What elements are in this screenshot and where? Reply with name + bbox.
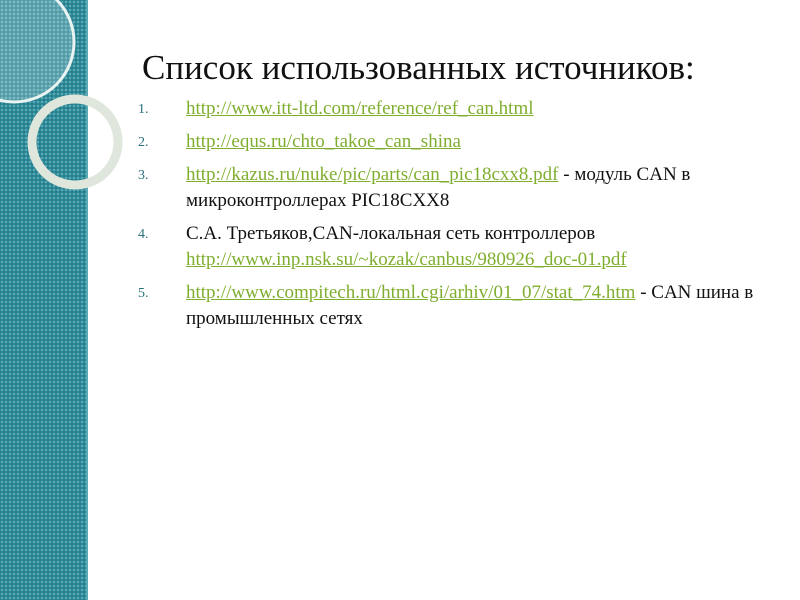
slide-title: Список использованных источников: <box>142 48 695 87</box>
decorative-side-band <box>0 0 88 600</box>
reference-text-after: - CAN шина в промышленных сетях <box>186 282 754 329</box>
reference-text-before: С.А. Третьяков,CAN-локальная сеть контроллеров <box>186 223 596 244</box>
reference-number: 2. <box>138 135 149 150</box>
reference-item-2 <box>138 129 778 155</box>
reference-number: 3. <box>138 168 149 183</box>
reference-link-3[interactable]: http://kazus.ru/nuke/pic/parts/can_pic18cxx8.pdf <box>186 164 559 185</box>
reference-link-4[interactable]: http://www.inp.nsk.su/~kozak/canbus/980926_doc-01.pdf <box>186 249 627 270</box>
reference-link-5[interactable]: http://www.compitech.ru/html.cgi/arhiv/01_07/stat_74.htm <box>186 282 636 303</box>
reference-item-3 <box>138 162 778 214</box>
reference-list <box>138 96 778 339</box>
reference-number: 5. <box>138 286 149 301</box>
reference-number: 1. <box>138 102 149 117</box>
reference-text-after: - модуль CAN в микроконтроллерах PIC18CXX8 <box>186 164 691 211</box>
reference-item-4 <box>138 221 778 273</box>
reference-item-1 <box>138 96 778 122</box>
reference-link-2[interactable]: http://equs.ru/chto_takoe_can_shina <box>186 131 461 152</box>
reference-item-5 <box>138 280 778 332</box>
band-edge-line <box>86 0 88 600</box>
reference-number: 4. <box>138 227 149 242</box>
reference-link-1[interactable]: http://www.itt-ltd.com/reference/ref_can.html <box>186 98 534 119</box>
